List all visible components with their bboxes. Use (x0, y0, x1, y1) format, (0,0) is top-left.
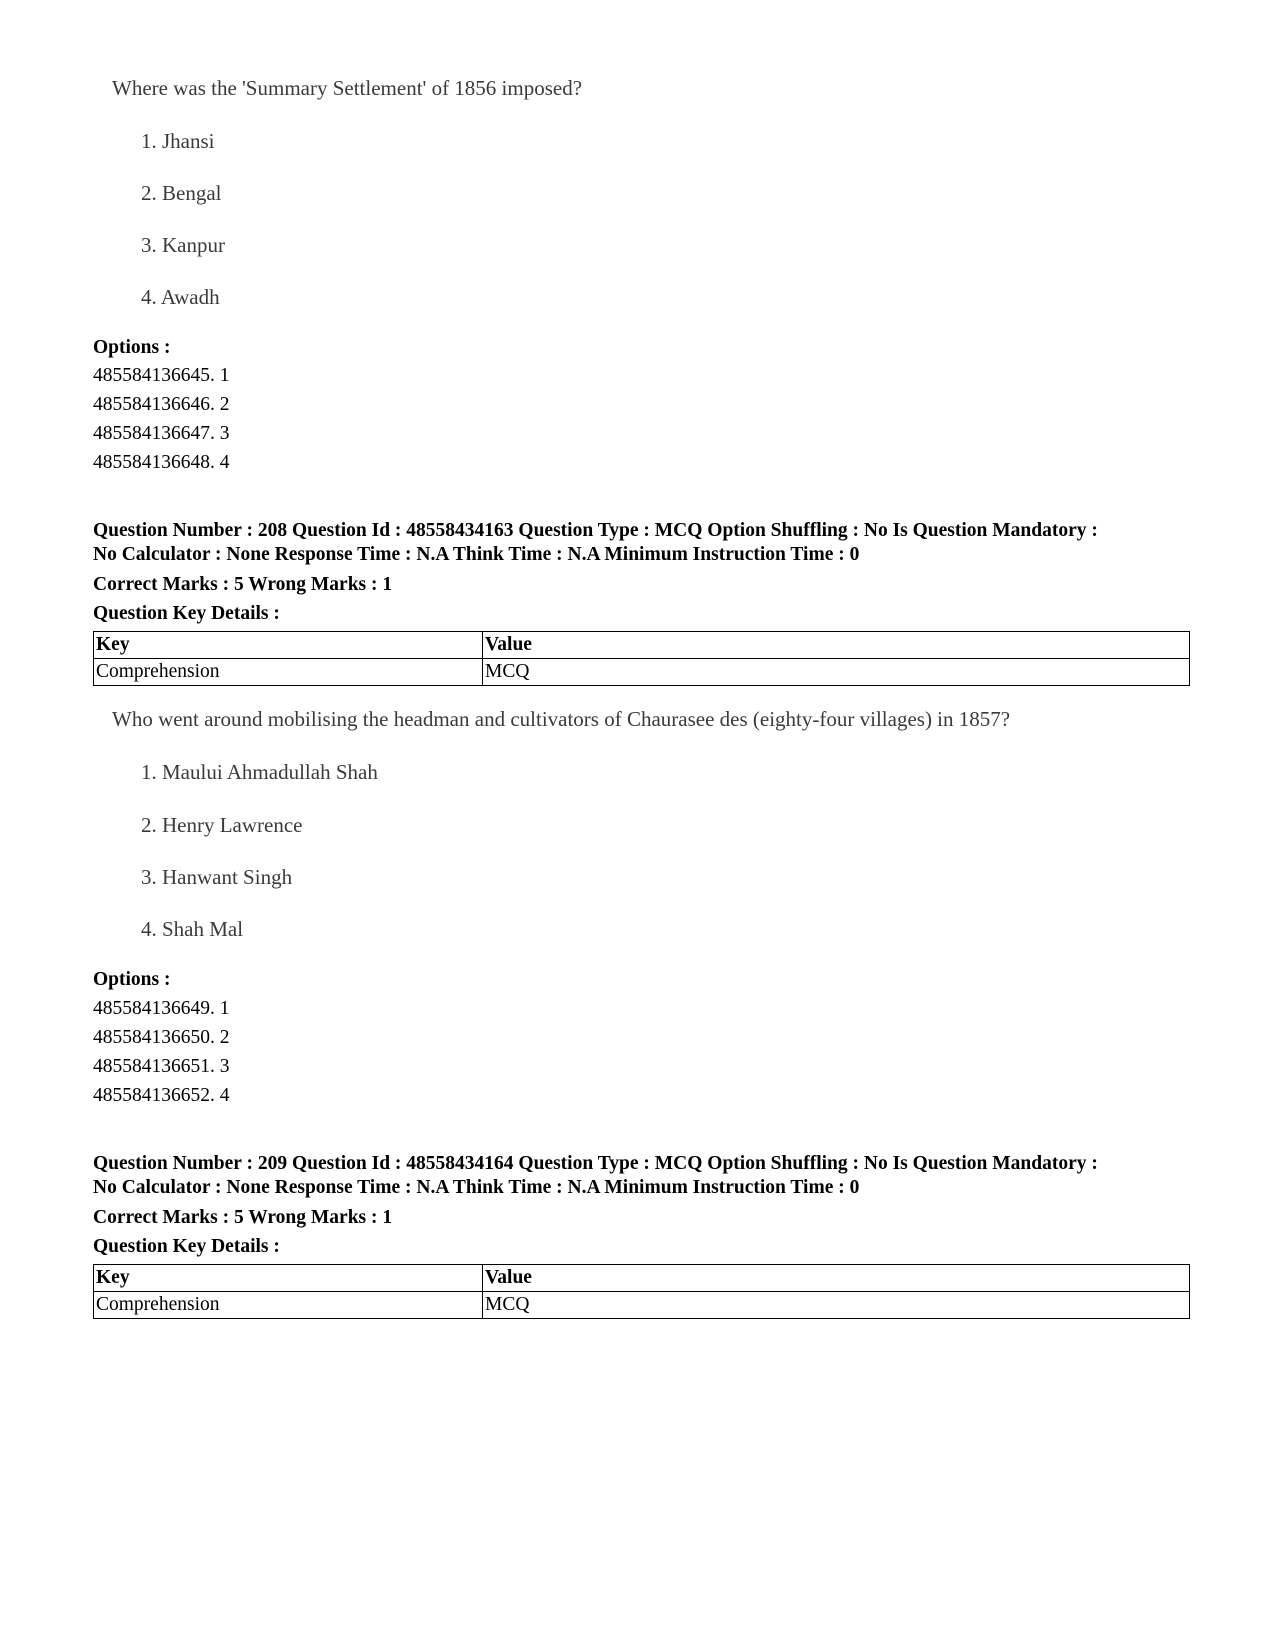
table-cell: MCQ (483, 659, 1190, 686)
options-label: Options : (93, 337, 171, 358)
key-details-table (93, 631, 1190, 686)
question-text: Where was the 'Summary Settlement' of 1856 imposed? (112, 76, 583, 100)
choice-4: 4. Awadh (141, 285, 220, 309)
table-cell: MCQ (483, 1292, 1190, 1319)
choice-1: 1. Jhansi (141, 129, 215, 153)
table-header-cell: Key (94, 632, 483, 659)
choice-1: 1. Maului Ahmadullah Shah (141, 760, 378, 784)
marks-line: Correct Marks : 5 Wrong Marks : 1 (93, 574, 393, 595)
option-id: 485584136647. 3 (93, 423, 230, 444)
option-id: 485584136651. 3 (93, 1056, 230, 1077)
question-meta (93, 519, 1203, 567)
option-id: 485584136648. 4 (93, 452, 230, 473)
option-id: 485584136652. 4 (93, 1085, 230, 1106)
choice-3: 3. Kanpur (141, 233, 225, 257)
choice-2: 2. Bengal (141, 181, 222, 205)
option-id: 485584136650. 2 (93, 1027, 230, 1048)
table-cell: Comprehension (94, 659, 483, 686)
table-header-cell: Key (94, 1265, 483, 1292)
options-label: Options : (93, 969, 171, 990)
question-meta-line: Question Number : 208 Question Id : 48558434163 Question Type : MCQ Option Shuffling : No Is Question Mandatory : (93, 520, 1098, 541)
key-details-label: Question Key Details : (93, 1236, 280, 1257)
table-header-row (94, 1265, 1190, 1292)
question-meta-line: No Calculator : None Response Time : N.A Think Time : N.A Minimum Instruction Time : 0 (93, 1177, 860, 1198)
choice-2: 2. Henry Lawrence (141, 813, 303, 837)
key-details-label: Question Key Details : (93, 603, 280, 624)
choice-4: 4. Shah Mal (141, 917, 244, 941)
table-header-row (94, 632, 1190, 659)
table-header-cell: Value (483, 632, 1190, 659)
table-row (94, 1292, 1190, 1319)
question-text: Who went around mobilising the headman and cultivators of Chaurasee des (eighty-four villages) in 1857? (112, 707, 1011, 731)
question-meta (93, 1152, 1203, 1200)
table-cell: Comprehension (94, 1292, 483, 1319)
option-id: 485584136646. 2 (93, 394, 230, 415)
table-header-cell: Value (483, 1265, 1190, 1292)
table-row (94, 659, 1190, 686)
option-id: 485584136645. 1 (93, 365, 230, 386)
question-meta-line: Question Number : 209 Question Id : 48558434164 Question Type : MCQ Option Shuffling : No Is Question Mandatory : (93, 1153, 1098, 1174)
option-id: 485584136649. 1 (93, 998, 230, 1019)
question-meta-line: No Calculator : None Response Time : N.A Think Time : N.A Minimum Instruction Time : 0 (93, 544, 860, 565)
key-details-table (93, 1264, 1190, 1319)
marks-line: Correct Marks : 5 Wrong Marks : 1 (93, 1207, 393, 1228)
choice-3: 3. Hanwant Singh (141, 865, 293, 889)
